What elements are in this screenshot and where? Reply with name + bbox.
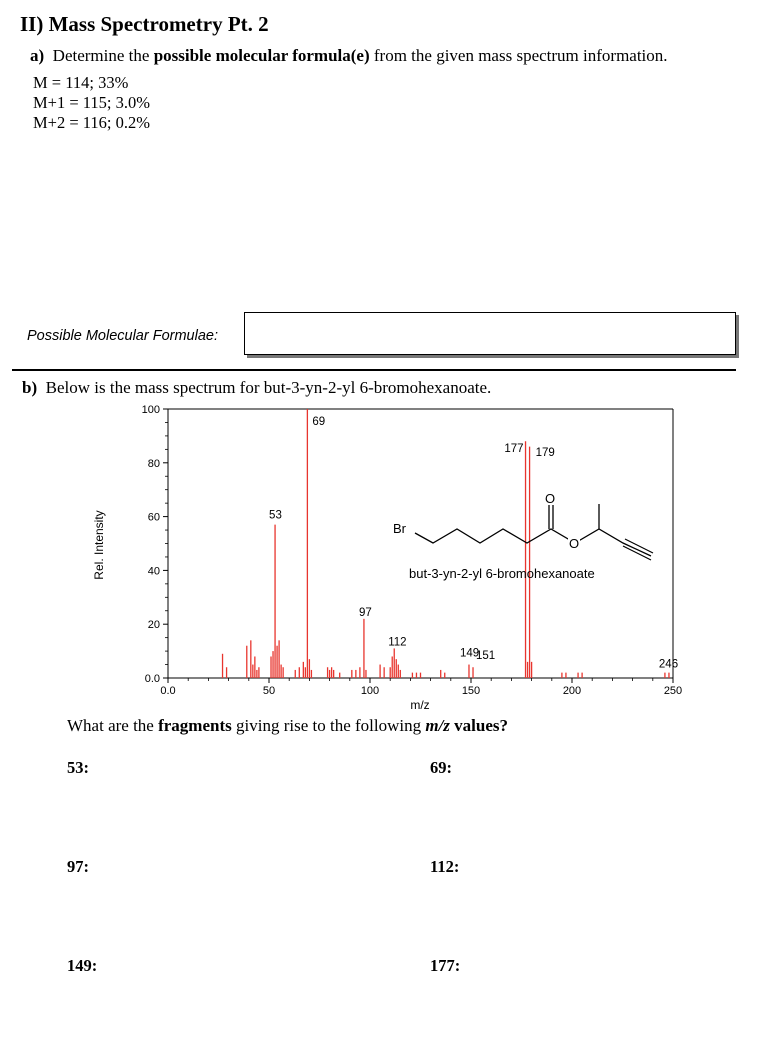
y-tick-label: 100 <box>141 404 160 416</box>
x-tick-label: 100 <box>360 685 380 697</box>
bromine-atom-label: Br <box>393 521 406 536</box>
part-a-question <box>30 46 668 66</box>
fragment-53-label: 53: <box>67 758 89 777</box>
part-b-question <box>67 716 508 736</box>
x-axis-ticks <box>160 678 682 697</box>
fragment-112-label: 112: <box>430 857 460 876</box>
formula-answer-box[interactable] <box>244 312 736 355</box>
spectrum-peaks <box>223 409 669 678</box>
question-text-before: What are the <box>67 716 154 735</box>
y-tick-label: 40 <box>147 565 160 578</box>
formula-answer-label: Possible Molecular Formulae: <box>27 328 218 344</box>
fragment-69-label: 69: <box>430 758 452 777</box>
question-text-end: values? <box>454 716 508 735</box>
section-divider <box>12 369 736 371</box>
peak-label-246: 246 <box>658 658 679 671</box>
peak-label-179: 179 <box>535 447 555 460</box>
plot-frame <box>168 409 673 678</box>
part-b-label: b) <box>22 378 38 397</box>
part-b-intro <box>22 378 491 398</box>
mass-data-line-m2: M+2 = 116; 0.2% <box>33 113 150 132</box>
question-bold-fragments: fragments <box>158 716 232 735</box>
x-axis-label: m/z <box>410 698 430 712</box>
y-tick-label: 60 <box>147 511 160 524</box>
y-axis-label: Rel. Intensity <box>92 510 106 580</box>
question-mz: m/z <box>425 716 450 735</box>
mass-spectrum-chart <box>0 398 783 718</box>
part-a-text-after: from the given mass spectrum information. <box>373 46 668 65</box>
x-tick-label: 250 <box>663 685 683 697</box>
fragment-97-label: 97: <box>67 857 89 876</box>
peak-label-97: 97 <box>358 606 372 619</box>
peak-label-53: 53 <box>269 509 282 522</box>
carbon-chain-bonds <box>415 529 651 556</box>
y-tick-label: 80 <box>147 457 160 470</box>
mass-data-line-m: M = 114; 33% <box>33 73 129 92</box>
y-axis-ticks <box>142 404 168 685</box>
part-a-text-before: Determine the <box>52 46 150 65</box>
alkyne-bond-2 <box>623 546 651 560</box>
molecule-structure <box>393 491 653 581</box>
peak-label-149: 149 <box>459 647 480 660</box>
peak-label-151: 151 <box>476 650 496 663</box>
page-title: II) Mass Spectrometry Pt. 2 <box>20 12 269 36</box>
peak-labels <box>269 416 678 671</box>
x-tick-label: 150 <box>461 685 481 697</box>
x-tick-label: 200 <box>562 685 582 697</box>
carbonyl-oxygen-label: O <box>545 491 556 506</box>
ester-oxygen-label: O <box>569 536 580 551</box>
part-a-bold-text: possible molecular formula(e) <box>153 46 370 65</box>
peak-label-177: 177 <box>504 443 524 456</box>
x-tick-label: 0.0 <box>160 685 176 697</box>
fragment-149-label: 149: <box>67 956 98 975</box>
molecule-name: but-3-yn-2-yl 6-bromohexanoate <box>409 566 595 581</box>
fragment-177-label: 177: <box>430 956 461 975</box>
x-tick-label: 50 <box>262 685 276 697</box>
peak-label-112: 112 <box>388 636 407 649</box>
mass-data-line-m1: M+1 = 115; 3.0% <box>33 93 150 112</box>
y-tick-label: 0.0 <box>144 673 160 685</box>
part-b-text: Below is the mass spectrum for but-3-yn-2-yl 6-bromohexanoate. <box>45 378 492 397</box>
y-tick-label: 20 <box>147 619 160 632</box>
question-text-middle: giving rise to the following <box>236 716 422 735</box>
peak-label-69: 69 <box>312 416 326 428</box>
part-a-label: a) <box>30 46 45 65</box>
